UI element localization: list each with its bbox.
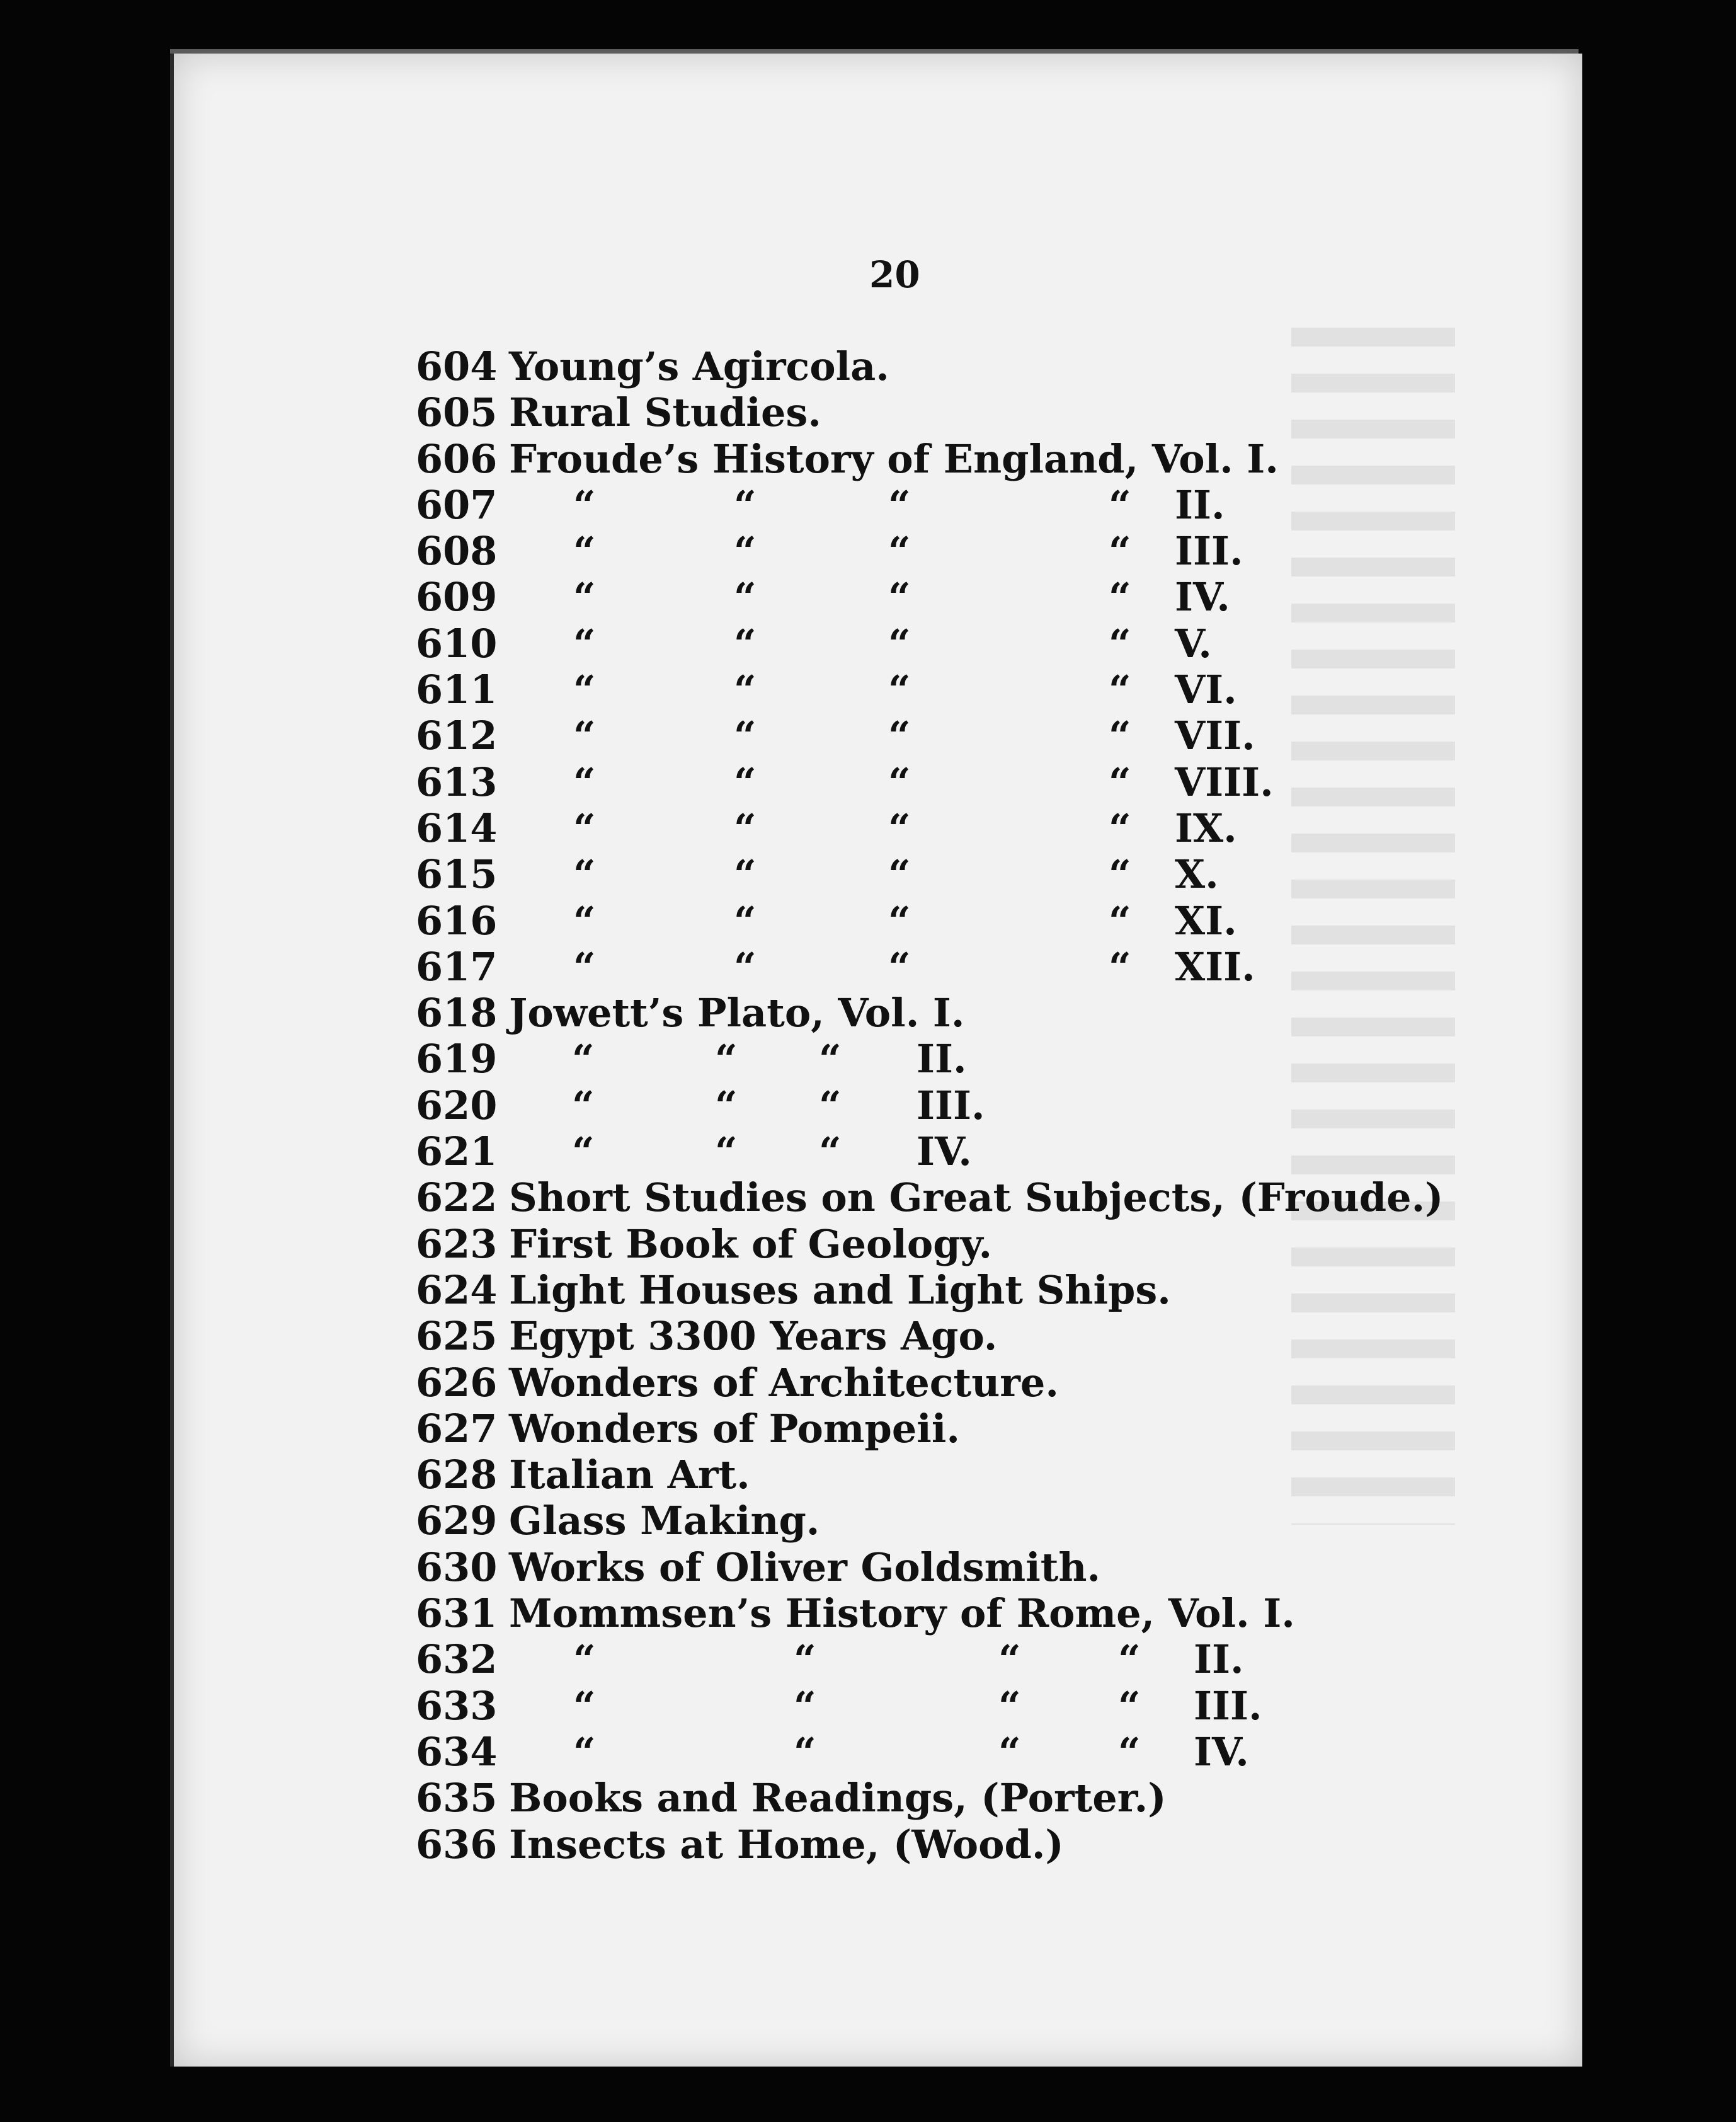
ditto-mark: “ xyxy=(819,1036,842,1082)
entry-title: Italian Art. xyxy=(509,1452,750,1498)
ditto-mark: “ xyxy=(734,805,757,851)
ditto-mark: “ xyxy=(888,759,911,805)
entry-title: Wonders of Architecture. xyxy=(509,1359,1059,1406)
ditto-mark: “ xyxy=(573,574,596,621)
ditto-mark: “ xyxy=(888,897,911,944)
ditto-mark: “ xyxy=(1109,620,1131,667)
ditto-mark: “ xyxy=(888,528,911,575)
ditto-mark: “ xyxy=(1109,897,1131,944)
entry-number: 632 xyxy=(416,1636,498,1683)
entry-title: Glass Making. xyxy=(509,1498,820,1544)
ditto-mark: “ xyxy=(888,851,911,898)
ditto-mark: “ xyxy=(819,1128,842,1175)
entry-title: Mommsen’s History of Rome, Vol. I. xyxy=(509,1590,1295,1637)
entry-number: 621 xyxy=(416,1128,498,1175)
volume-number: II. xyxy=(1175,481,1225,528)
volume-number: III. xyxy=(917,1082,985,1128)
volume-number: XII. xyxy=(1175,943,1255,990)
entry-number: 629 xyxy=(416,1498,498,1544)
entry-title: Young’s Agircola. xyxy=(509,343,889,389)
volume-number: II. xyxy=(1194,1636,1244,1683)
ditto-mark: “ xyxy=(1109,528,1131,575)
entry-title: Egypt 3300 Years Ago. xyxy=(509,1313,998,1360)
ditto-mark: “ xyxy=(794,1682,816,1729)
ditto-mark: “ xyxy=(888,481,911,528)
volume-number: IX. xyxy=(1175,805,1237,851)
ditto-mark: “ xyxy=(888,943,911,990)
ditto-mark: “ xyxy=(573,943,596,990)
entry-number: 613 xyxy=(416,759,498,805)
entry-number: 624 xyxy=(416,1266,498,1313)
ditto-mark: “ xyxy=(573,851,596,898)
entry-number: 623 xyxy=(416,1220,498,1267)
ditto-mark: “ xyxy=(734,667,757,713)
ditto-mark: “ xyxy=(573,620,596,667)
entry-number: 618 xyxy=(416,990,498,1036)
ditto-mark: “ xyxy=(734,851,757,898)
entry-title: Light Houses and Light Ships. xyxy=(509,1266,1171,1313)
ditto-mark: “ xyxy=(573,897,596,944)
volume-number: XI. xyxy=(1175,897,1237,944)
ditto-mark: “ xyxy=(734,481,757,528)
entry-title: Insects at Home, (Wood.) xyxy=(509,1821,1064,1867)
ditto-mark: “ xyxy=(734,943,757,990)
ditto-mark: “ xyxy=(734,528,757,575)
ditto-mark: “ xyxy=(573,1728,596,1775)
entry-number: 619 xyxy=(416,1036,498,1082)
entry-title: Jowett’s Plato, Vol. I. xyxy=(509,990,965,1036)
ditto-mark: “ xyxy=(573,481,596,528)
ditto-mark: “ xyxy=(888,667,911,713)
volume-number: VIII. xyxy=(1175,759,1274,805)
ditto-mark: “ xyxy=(1109,805,1131,851)
entry-title: Books and Readings, (Porter.) xyxy=(509,1775,1167,1821)
ditto-mark: “ xyxy=(1109,759,1131,805)
entry-title: First Book of Geology. xyxy=(509,1220,993,1267)
entry-number: 611 xyxy=(416,667,498,713)
page-number: 20 xyxy=(869,253,920,296)
entry-number: 616 xyxy=(416,897,498,944)
ditto-mark: “ xyxy=(734,574,757,621)
ditto-mark: “ xyxy=(573,528,596,575)
ditto-mark: “ xyxy=(573,759,596,805)
ditto-mark: “ xyxy=(572,1128,595,1175)
ditto-mark: “ xyxy=(1109,713,1131,759)
ditto-mark: “ xyxy=(888,574,911,621)
entry-title: Wonders of Pompeii. xyxy=(509,1405,960,1452)
entry-number: 626 xyxy=(416,1359,498,1406)
ditto-mark: “ xyxy=(572,1082,595,1128)
entry-number: 631 xyxy=(416,1590,498,1637)
entry-number: 617 xyxy=(416,943,498,990)
entry-title: Short Studies on Great Subjects, (Froude.) xyxy=(509,1174,1444,1221)
entry-number: 634 xyxy=(416,1728,498,1775)
entry-number: 614 xyxy=(416,805,498,851)
ditto-mark: “ xyxy=(573,667,596,713)
entry-number: 635 xyxy=(416,1775,498,1821)
entry-number: 633 xyxy=(416,1682,498,1729)
ditto-mark: “ xyxy=(794,1636,816,1683)
ditto-mark: “ xyxy=(888,805,911,851)
entry-number: 610 xyxy=(416,620,498,667)
ditto-mark: “ xyxy=(734,759,757,805)
ditto-mark: “ xyxy=(573,805,596,851)
entry-number: 604 xyxy=(416,343,498,389)
ditto-mark: “ xyxy=(998,1636,1021,1683)
ditto-mark: “ xyxy=(715,1036,738,1082)
entry-number: 627 xyxy=(416,1405,498,1452)
bleed-through-text xyxy=(1291,328,1455,1525)
entry-number: 636 xyxy=(416,1821,498,1867)
entry-title: Froude’s History of England, Vol. I. xyxy=(509,435,1279,482)
ditto-mark: “ xyxy=(734,897,757,944)
entry-number: 609 xyxy=(416,574,498,621)
volume-number: II. xyxy=(917,1036,967,1082)
ditto-mark: “ xyxy=(573,713,596,759)
entry-number: 628 xyxy=(416,1452,498,1498)
entry-number: 612 xyxy=(416,713,498,759)
entry-number: 605 xyxy=(416,389,498,436)
ditto-mark: “ xyxy=(573,1682,596,1729)
ditto-mark: “ xyxy=(794,1728,816,1775)
volume-number: VII. xyxy=(1175,713,1255,759)
ditto-mark: “ xyxy=(998,1728,1021,1775)
entry-number: 625 xyxy=(416,1313,498,1360)
ditto-mark: “ xyxy=(715,1082,738,1128)
ditto-mark: “ xyxy=(572,1036,595,1082)
volume-number: VI. xyxy=(1175,667,1237,713)
volume-number: IV. xyxy=(1175,574,1230,621)
entry-number: 622 xyxy=(416,1174,498,1221)
entry-number: 606 xyxy=(416,435,498,482)
ditto-mark: “ xyxy=(573,1636,596,1683)
entry-number: 615 xyxy=(416,851,498,898)
entry-number: 608 xyxy=(416,528,498,575)
ditto-mark: “ xyxy=(1118,1728,1141,1775)
ditto-mark: “ xyxy=(1109,851,1131,898)
ditto-mark: “ xyxy=(734,713,757,759)
volume-number: III. xyxy=(1175,528,1243,575)
volume-number: V. xyxy=(1175,620,1212,667)
ditto-mark: “ xyxy=(1118,1682,1141,1729)
volume-number: III. xyxy=(1194,1682,1262,1729)
ditto-mark: “ xyxy=(715,1128,738,1175)
ditto-mark: “ xyxy=(819,1082,842,1128)
ditto-mark: “ xyxy=(888,620,911,667)
ditto-mark: “ xyxy=(1109,481,1131,528)
ditto-mark: “ xyxy=(888,713,911,759)
ditto-mark: “ xyxy=(1118,1636,1141,1683)
volume-number: IV. xyxy=(1194,1728,1249,1775)
entry-number: 620 xyxy=(416,1082,498,1128)
entry-title: Rural Studies. xyxy=(509,389,821,436)
volume-number: IV. xyxy=(917,1128,972,1175)
ditto-mark: “ xyxy=(998,1682,1021,1729)
entry-number: 607 xyxy=(416,481,498,528)
ditto-mark: “ xyxy=(1109,943,1131,990)
entry-title: Works of Oliver Goldsmith. xyxy=(509,1544,1101,1590)
volume-number: X. xyxy=(1175,851,1219,898)
ditto-mark: “ xyxy=(1109,574,1131,621)
entry-number: 630 xyxy=(416,1544,498,1590)
ditto-mark: “ xyxy=(734,620,757,667)
ditto-mark: “ xyxy=(1109,667,1131,713)
